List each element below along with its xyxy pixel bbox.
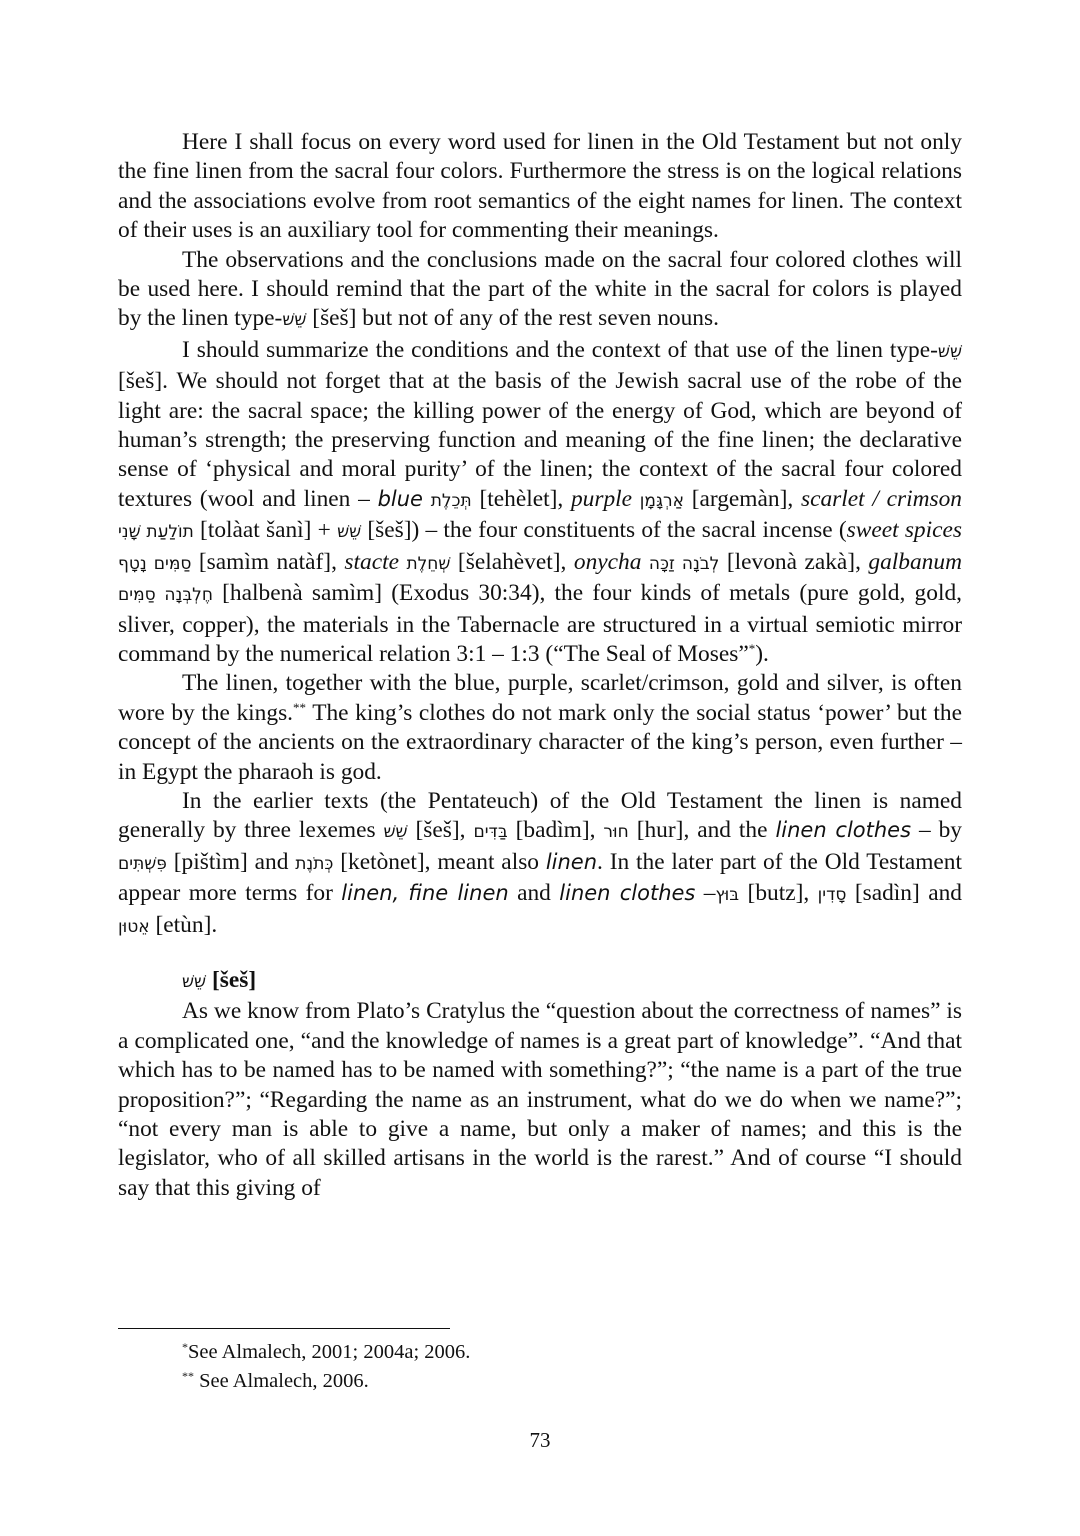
- hebrew-etun: אֵטוּן: [118, 916, 150, 937]
- footnote-1: *See Almalech, 2001; 2004a; 2006.: [182, 1340, 471, 1363]
- footnote-ref-1[interactable]: *: [748, 640, 756, 656]
- hebrew-sadin: סָדִין: [817, 885, 847, 906]
- section-heading: שֵׁשׁ [šeš]: [182, 966, 257, 993]
- hebrew-argeman: אַרְגָּמָן: [639, 490, 684, 511]
- paragraph-4: The linen, together with the blue, purple, scarlet/crimson, gold and silver, is often wore by the kings.** The king’s clothes do not mark only the social status ‘power’ but the concept of the ancients on the extraordinary character of the king’s person, even further – in Egypt the pharaoh is god.: [118, 670, 962, 785]
- hebrew-tehelet: תְּכֵלֶת: [430, 490, 472, 511]
- hebrew-halbena-samim: חֶלְבְּנָה סַמִּים: [118, 585, 213, 606]
- footnote-ref-2[interactable]: **: [293, 699, 307, 715]
- hebrew-pishtim: פִּשְׁתִּים: [118, 853, 167, 874]
- hebrew-tolaat-shani: תוֹלַעַת שָׁנִי: [118, 522, 194, 543]
- paragraph-1: Here I shall focus on every word used for linen in the Old Testament but not only the fine linen from the sacral four colors. Furthermore the stress is on the logical relations and the associations evolve from root semantics of the eight names for linen. The context of their uses is an auxiliary tool for commenting their meanings.: [118, 129, 962, 244]
- page-number: 73: [529, 1428, 551, 1452]
- paragraph-6: As we know from Plato’s Cratylus the “question about the correctness of names” is a complicated one, “and the knowledge of names is a great part of knowledge”. “And that which has to be named has to be named with something?”; “the name is a part of the true proposition?”; “Regarding the name as an instrument, what do we do when we name?”; “not every man is able to give a name, but only a maker of names; and this is the legislator, who of all skilled artisans in the world is the rarest.” And of course “I should say that this giving of: [118, 998, 962, 1201]
- hebrew-shelahevet: שְׁחֵלֶת: [406, 553, 451, 574]
- hebrew-butz: בּוּץ: [715, 885, 740, 906]
- hebrew-shesh: שֵׁשׁ: [282, 310, 307, 331]
- hebrew-ketonet: כְּתֹנֶת: [295, 853, 334, 874]
- hebrew-hur: חוּר: [603, 822, 629, 843]
- paragraph-2: The observations and the conclusions made on the sacral four colored clothes will be used here. I should remind that the part of the white in the sacral for colors is played by the linen type-שֵׁשׁ [šeš] but not of any of the rest seven nouns.: [118, 246, 962, 332]
- paragraph-3: I should summarize the conditions and the context of that use of the linen type-שֵׁשׁ [šeš]. We should not forget that at the basis of the Jewish sacral use of the robe of the light are: the sacral space; the killing power of the energy of God, which are beyond of human’s strength; the preserving function and meaning of the fine linen; the declarative sense of ‘physical and moral purity’ of the linen; the context of the sacral four colored textures (wool and linen – blue תְּכֵלֶת [tehèlet], purple אַרְגָּמָן [argemàn], scarlet / crimson תוֹלַעַת שָׁנִי [tolàat šanì] + שֵׁשׁ [šeš]) – the four constituents of the sacral incense (sweet spices סַמִּים נָטָף [samìm natàf], stacte שְׁחֵלֶת [šelahèvet], onycha לְבֹנָה זַכָּה [levonà zakà], galbanum חֶלְבְּנָה סַמִּים [halbenà samìm] (Exodus 30:34), the four kinds of metals (pure gold, gold, sliver, copper), the materials in the Tabernacle are structured in a virtual semiotic mirror command by the numerical relation 3:1 – 1:3 (“The Seal of Moses”*).: [118, 336, 962, 667]
- body-text: [118, 128, 962, 1203]
- hebrew-badim: בַּדִּים: [473, 822, 508, 843]
- hebrew-shesh: שֵׁשׁ: [937, 341, 962, 362]
- hebrew-shesh: שֵׁשׁ: [182, 971, 207, 992]
- footnote-2: ** See Almalech, 2006.: [182, 1369, 369, 1392]
- hebrew-levona-zaka: לְבֹנָה זַכָּה: [648, 553, 720, 574]
- hebrew-shesh: שֵׁשׁ: [337, 522, 362, 543]
- hebrew-shesh: שֵׁשׁ: [383, 822, 408, 843]
- paragraph-5: In the earlier texts (the Pentateuch) of the Old Testament the linen is named generally by three lexemes שֵׁשׁ [šeš], בַּדִּים [badìm], חוּר [hur], and the linen clothes – by פִּשְׁתִּים [pištìm] and כְּתֹנֶת [ketònet], meant also linen. In the later part of the Old Testament appear more terms for linen, fine linen and linen clothes –בּוּץ [butz], סָדִין [sadìn] and אֵטוּן [etùn].: [118, 787, 962, 938]
- footnote-separator: [118, 1328, 450, 1329]
- footnotes: [182, 1338, 470, 1396]
- hebrew-samim-nataf: סַמִּים נָטָף: [118, 553, 192, 574]
